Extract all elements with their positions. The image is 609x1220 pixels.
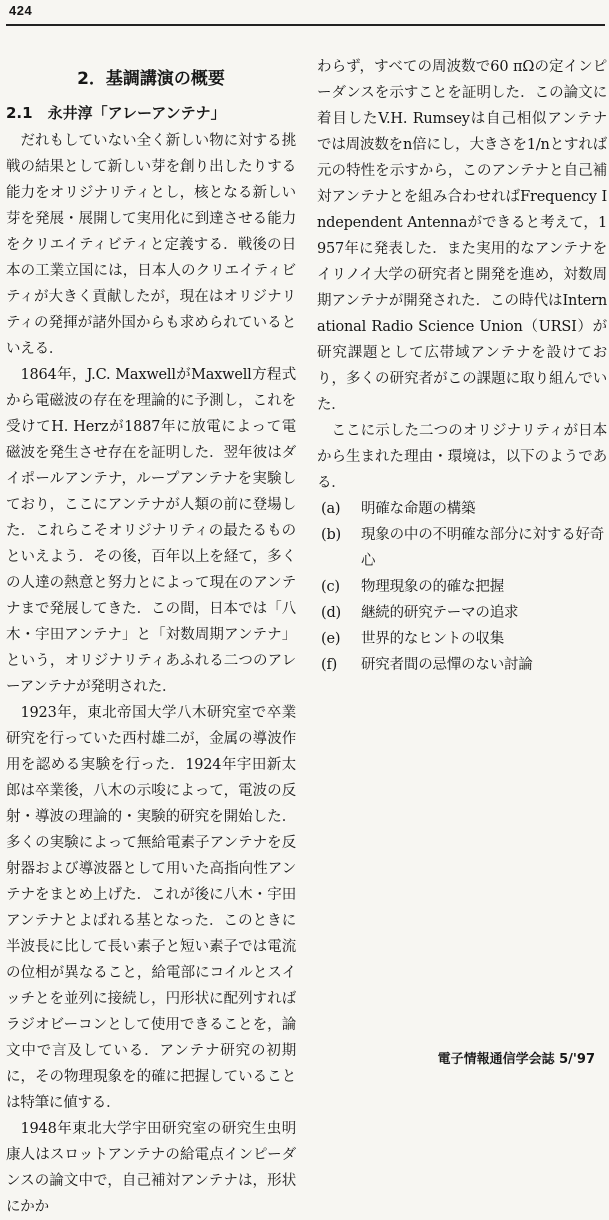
list-item [317,600,607,626]
list-marker: (f) [321,657,338,673]
header-rule [6,24,605,26]
paragraph-mushiake: 1948年東北大学宇田研究室の研究生虫明康人はスロットアンテナの給電点インピーダンスの論文中で，自己補対アンテナは，形状にかか [6,1121,296,1215]
list-text: 研究者間の忌憚のない討論 [361,657,533,673]
paragraph-continued-rumsey: わらず，すべての周波数で60 πΩの定インピーダンスを示すことを証明した．この論文に着目したV.H. Rumseyは自己相似アンテナでは周波数をn倍にし，大きさを1/nとすれば元の特性を示すから，このアンテナと自己補対アンテナとを組み合わせればFrequency Independent Antennaができると考えて，1957年に発表した．また実用的なアンテナをイリノイ大学の研究者と開発を進め，対数周期アンテナが開発された．この時代はInternational Radio Science Union（URSI）が研究課題として広帯域アンテナを設けており，多くの研究者がこの課題に取り組んでいた． [317,59,607,413]
list-item [317,626,607,652]
section-heading: 2．基調講演の概要 [77,69,225,89]
list-text: 現象の中の不明確な部分に対する好奇心 [361,527,605,569]
subsection-heading: 2.1 永井淳「アレーアンテナ」 [6,104,226,122]
list-item [317,522,607,574]
list-item [317,574,607,600]
right-column [317,54,607,678]
paragraph-maxwell-herz: 1864年，J.C. MaxwellがMaxwell方程式から電磁波の存在を理論的に予測し，これを受けてH. Herzが1887年に放電によって電磁波を発生させ存在を証明した．翌年彼はダイポールアンテナ，ループアンテナを実験しており，ここにアンテナが人類の前に登場した．これらこそオリジナリティの最たるものといえよう．その後，百年以上を経て，多くの人達の熱意と努力とによって現在のアンテナまで発展してきた．この間，日本では「八木・宇田アンテナ」と「対数周期アンテナ」という，オリジナリティあふれる二つのアレーアンテナが発明された． [6,367,296,695]
list-text: 明確な命題の構築 [361,501,476,517]
paragraph-yagi-uda: 1923年，東北帝国大学八木研究室で卒業研究を行っていた西村雄二が，金属の導波作用を認める実験を行った．1924年宇田新太郎は卒業後，八木の示唆によって，電波の反射・導波の理論的・実験的研究を開始した．多くの実験によって無給電素子アンテナを反射器および導波器として用いた高指向性アンテナをまとめ上げた．これが後に八木・宇田アンテナとよばれる基となった．このときに半波長に比して長い素子と短い素子では電流の位相が異なること，給電部にコイルとスイッチとを並列に接続し，円形状に配列すればラジオビーコンとして使用できることを，論文中で言及している．アンテナ研究の初期に，その物理現象を的確に把握していることは特筆に値する． [6,705,296,1111]
list-marker: (b) [321,527,341,543]
reasons-list [317,496,607,678]
list-item [317,652,607,678]
list-text: 世界的なヒントの収集 [361,631,504,647]
list-item [317,496,607,522]
left-column [6,54,296,1220]
paragraph-originality-definition: だれもしていない全く新しい物に対する挑戦の結果として新しい芽を創り出したりする能力をオリジナリティとし，核となる新しい芽を発展・展開して実用化に到達させる能力をクリエイティビティと定義する．戦後の日本の工業立国には，日本人のクリエイティビティが大きく貢献したが，現在はオリジナリティの発揮が諸外国からも求められているといえる． [6,133,296,357]
list-text: 継続的研究テーマの追求 [361,605,519,621]
list-marker: (a) [321,501,341,517]
list-text: 物理現象の的確な把握 [361,579,504,595]
paragraph-reasons-intro: ここに示した二つのオリジナリティが日本から生まれた理由・環境は，以下のようである． [317,423,607,491]
list-marker: (c) [321,579,340,595]
list-marker: (e) [321,631,341,647]
page-number: 424 [9,3,33,18]
list-marker: (d) [321,605,341,621]
journal-footer: 電子情報通信学会誌 5/'97 [437,1052,595,1067]
